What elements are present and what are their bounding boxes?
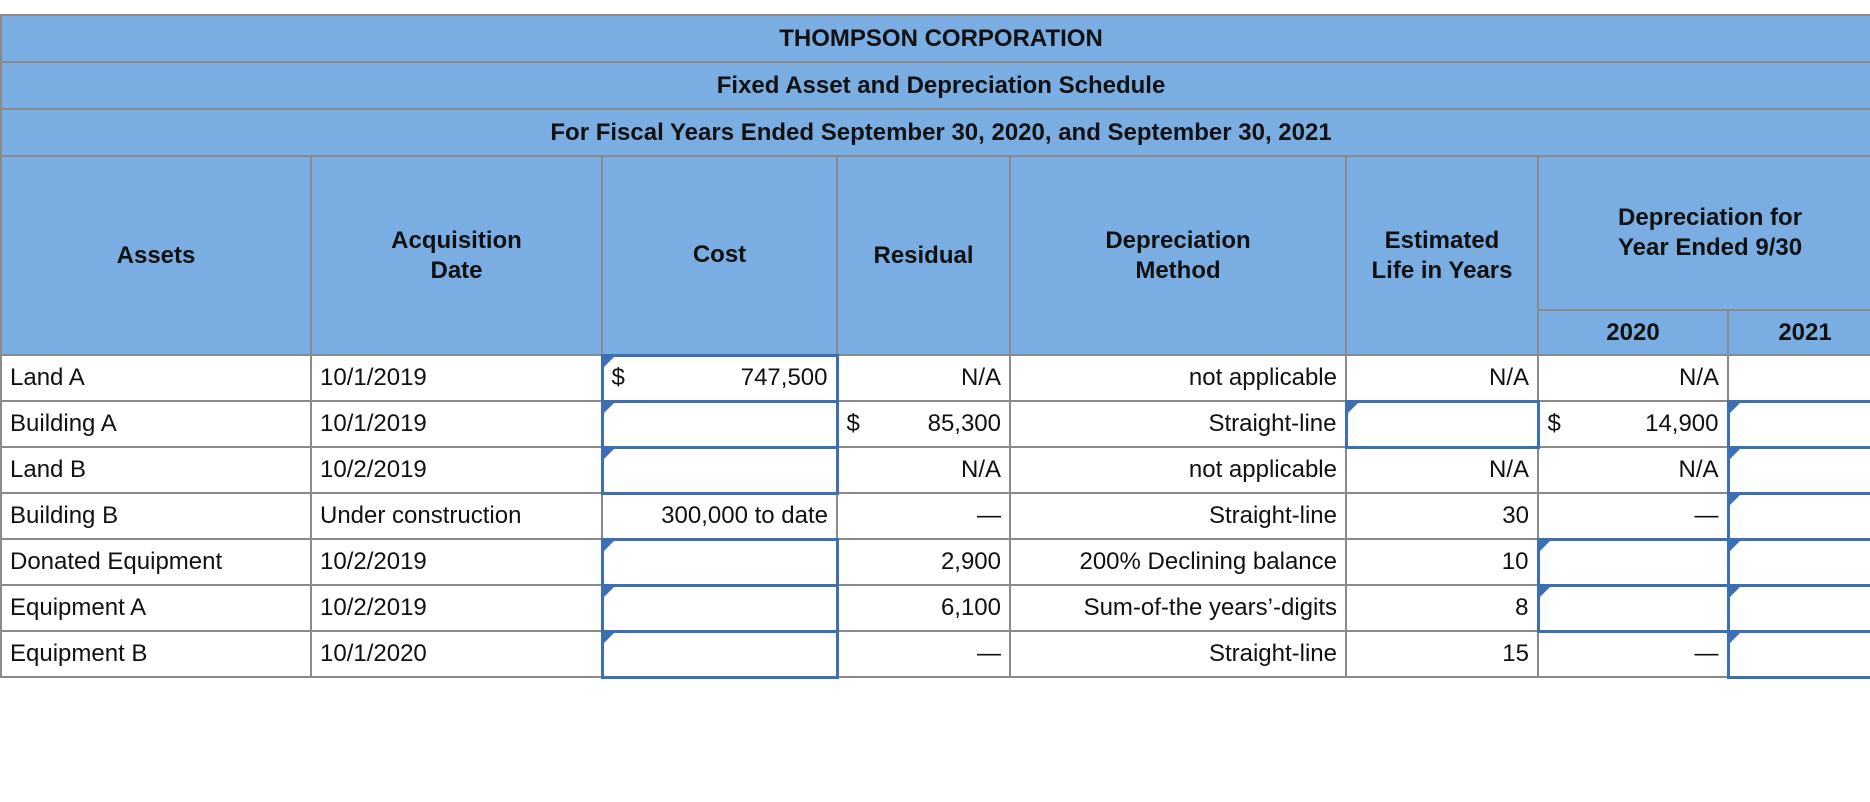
depreciation-2021-input[interactable] [1728,585,1870,631]
cost-input[interactable]: $ 747,500 [602,355,837,401]
depreciation-2020: — [1538,493,1728,539]
cost-input[interactable] [602,447,837,493]
asset-name: Building A [1,401,311,447]
acquisition-date: 10/2/2019 [311,539,602,585]
estimated-life: 8 [1346,585,1538,631]
schedule-period: For Fiscal Years Ended September 30, 2020, and September 30, 2021 [1,109,1870,156]
depreciation-2021 [1728,355,1870,401]
estimated-life: 10 [1346,539,1538,585]
table-row [1,585,1870,631]
depreciation-2020-input[interactable] [1538,585,1728,631]
cost-value: 300,000 to date [602,493,837,539]
acquisition-date: 10/1/2019 [311,401,602,447]
table-row [1,631,1870,677]
schedule-table [0,14,1870,679]
acquisition-date: 10/1/2020 [311,631,602,677]
col-cost: Cost [602,156,837,355]
table-row [1,447,1870,493]
col-depreciation-for-year: Depreciation for Year Ended 9/30 [1538,156,1870,310]
estimated-life-input[interactable] [1346,401,1538,447]
residual-value: — [837,493,1010,539]
acquisition-date: 10/2/2019 [311,585,602,631]
residual-value: $ 85,300 [837,401,1010,447]
residual-value: 6,100 [837,585,1010,631]
depreciation-2020: N/A [1538,355,1728,401]
depreciation-schedule [0,14,1870,679]
cost-input[interactable] [602,585,837,631]
asset-name: Land A [1,355,311,401]
depreciation-method: not applicable [1010,447,1346,493]
estimated-life: N/A [1346,447,1538,493]
estimated-life: N/A [1346,355,1538,401]
depreciation-2021-input[interactable] [1728,539,1870,585]
table-row [1,401,1870,447]
depreciation-method: 200% Declining balance [1010,539,1346,585]
col-year-2021: 2021 [1728,310,1870,355]
depreciation-2021-input[interactable] [1728,631,1870,677]
col-estimated-life: Estimated Life in Years [1346,156,1538,355]
depreciation-2021-input[interactable] [1728,447,1870,493]
depreciation-method: not applicable [1010,355,1346,401]
depreciation-method: Straight-line [1010,631,1346,677]
cost-input[interactable] [602,401,837,447]
asset-name: Land B [1,447,311,493]
estimated-life: 30 [1346,493,1538,539]
cost-input[interactable] [602,631,837,677]
col-year-2020: 2020 [1538,310,1728,355]
depreciation-2020: $ 14,900 [1538,401,1728,447]
residual-value: N/A [837,447,1010,493]
estimated-life: 15 [1346,631,1538,677]
residual-value: — [837,631,1010,677]
depreciation-method: Sum-of-the years’-digits [1010,585,1346,631]
residual-value: N/A [837,355,1010,401]
asset-name: Donated Equipment [1,539,311,585]
depreciation-2021-input[interactable] [1728,493,1870,539]
depreciation-2020: — [1538,631,1728,677]
depreciation-2020-input[interactable] [1538,539,1728,585]
asset-name: Building B [1,493,311,539]
col-residual: Residual [837,156,1010,355]
company-title: THOMPSON CORPORATION [1,15,1870,62]
table-row [1,355,1870,401]
asset-name: Equipment A [1,585,311,631]
col-acquisition-date: Acquisition Date [311,156,602,355]
depreciation-2021-input[interactable] [1728,401,1870,447]
depreciation-method: Straight-line [1010,493,1346,539]
col-depreciation-method: Depreciation Method [1010,156,1346,355]
depreciation-method: Straight-line [1010,401,1346,447]
col-assets: Assets [1,156,311,355]
acquisition-date: 10/2/2019 [311,447,602,493]
cost-input[interactable] [602,539,837,585]
acquisition-date: 10/1/2019 [311,355,602,401]
depreciation-2020: N/A [1538,447,1728,493]
residual-value: 2,900 [837,539,1010,585]
table-row [1,539,1870,585]
asset-name: Equipment B [1,631,311,677]
table-row [1,493,1870,539]
schedule-subtitle: Fixed Asset and Depreciation Schedule [1,62,1870,109]
acquisition-date: Under construction [311,493,602,539]
